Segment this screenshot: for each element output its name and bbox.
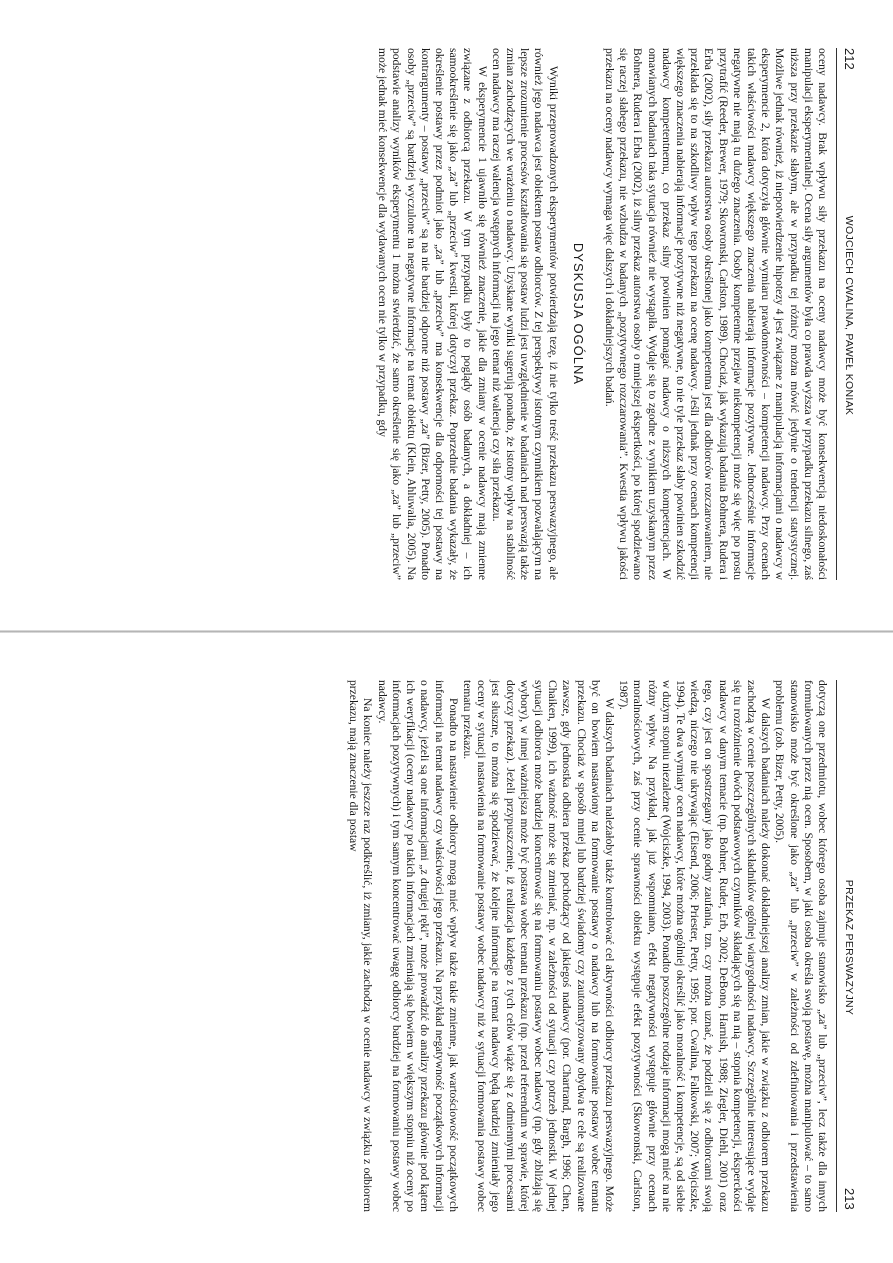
left-paragraph-1: oceny nadawcy. Brak wpływu siły przekazu na oceny nadawcy może być konsekwencją niedoskonałości manipulacji eksperymentalnej. Ocena siły argumentów była co prawda wyższa w przypadku przekazu silnego, zaś niższa przy przekazie słabym, ale w przypadku tej różnicy można mówić jedynie o tendencji statystycznej. Możliwe jednak również, iż niepotwierdzenie hipotezy 4 jest związane z manipulacją informacjami o nadawcy w eksperymencie 2, która dotyczyła głównie wymiaru prawdomówności – kompetencji nadawcy. Przy ocenach takich właściwości nadawcy większego znaczenia nabierają informacje pozytywne. Jednocześnie informacje negatywne nie mają tu dużego znaczenia. Osoby kompetentne przejaw niekompetencji może się więc po prostu przytrafić (Reeder, Brewer, 1979; Skowronski, Carlston, 1989). Chociaż, jak wykazują badania Bohnera, Rudera i Erba (2002), siły przekazu autorstwa osoby określonej jako kompetentna jest dla odbiorców rozczarowaniem, nie przekłada się to na szkodliwy wpływ tego przekazu na ocenę nadawcy. Jeśli jednak przy ocenach kompetencji większego znaczenia nabierają informacje pozytywne niż negatywne, to nie tyle przekaz słaby powinien szkodzić nadawcy kompetentnemu, co przekaz silny powinien pomagać nadawcy o niższych kompetencjach. W omawianych badaniach taka sytuacja również nie wystąpiła. Wydaje się to zgodne z wynikiem uzyskanym przez Bohnera, Rudera i Erba (2002), iż silny przekaz autorstwa osoby o mniejszej ekspertkości, po której spodziewano się raczej słabego przekazu, nie wzbudza w badanych „pozytywnego rozczarowania”. Kwestia wpływu jakości przekazu na oceny nadawcy wymaga więc dalszych i dokładniejszych badań. [602, 48, 829, 580]
running-head-right: PRZEKAZ PERSWAZYJNY [843, 879, 855, 1016]
page-number-right: 213 [842, 1188, 857, 1210]
page-number-left: 212 [842, 48, 857, 70]
running-head-left: WOJCIECH CWALINA, PAWEŁ KONIAK [843, 215, 855, 416]
right-page [0, 632, 893, 1263]
left-text-column [375, 48, 829, 580]
right-paragraph-4: Ponadto na nastawienie odbiorcy mogą mieć wpływ także takie zmienne, jak wartościowość początkowych informacji na temat nadawcy czy właściwości jego przekazu. Na przykład negatywność początkowych informacji o nadawcy, jeżeli są one informacjami „z drugiej ręki”, może prowadzić do analizy przekazu głównie pod kątem ich weryfikacji (oceny nadawcy po takich informacjach zmieniają się bowiem w większym stopniu niż oceny po informacjach pozytywnych) i tym samym koncentrować uwagę odbiorcy bardziej na formowaniu postawy wobec nadawcy. [375, 680, 460, 1212]
right-text-column [346, 680, 829, 1212]
right-paragraph-3: W dalszych badaniach należałoby także kontrolować cel aktywności odbiorcy przekazu perswazyjnego. Może być on bowiem nastawiony na formowanie postawy o nadawcy lub na formowanie postawy wobec tematu przekazu. Chociaż w sposób mniej lub bardziej świadomy czy zautomatyzowany obydwa te cele są realizowane zawsze, gdy jednostka odbiera przekaz pochodzący od jakiegoś nadawcy (por. Chartrand, Bargh, 1996; Chen, Chaiken, 1999), ich ważność może się zmieniać, np. w zależności od sytuacji czy potrzeb jednostki. W jednej sytuacji odbiorca może bardziej koncentrować się na formowaniu postawy wobec nadawcy (np. gdy zbliżają się wybory), w innej ważniejsza może być postawa wobec tematu przekazu (np. przed referendum w sprawie, której dotyczy przekaz). Jeżeli przypuszczenie, iż realizacja każdego z tych celów wiąże się z odmiennymi procesami jest słuszne, to można się spodziewać, że kolejne informacje na temat nadawcy będą bardziej zmieniały jego oceny w sytuacji nastawienia na formowanie postawy wobec nadawcy niż w sytuacji formowania postawy wobec tematu przekazu. [460, 680, 616, 1212]
header-rule-right [836, 680, 837, 1212]
header-rule-left [836, 48, 837, 580]
right-paragraph-2: W dalszych badaniach należy dokonać dokładniejszej analizy zmian, jakie w związku z odbiorem przekazu zachodzą w ocenie poszczególnych składników ogólnej wiarygodności nadawcy. Szczególnie interesujące wydaje się tu rozróżnienie dwóch podstawowych czynników składających się na nią – stopnia kompetencji, eksperckości nadawcy w danym temacie (np. Bohner, Ruder, Erb, 2002; DeBono, Harnish, 1988; Ziegler, Diehl, 2001) oraz tego, czy jest on spostrzegany jako godny zaufania, tzn. czy można uznać, że podzieli się z odbiorcami swoją wiedzą, niczego nie ukrywając (Eisend, 2006; Priester, Petty, 1995; por. Cwalina, Falkowski, 2007; Wojciszke, 1994). Te dwa wymiary ocen nadawcy, które można ogólniej określić jako moralność i kompetencje, są od siebie w dużym stopniu niezależne (Wojciszke, 1994, 2003). Ponadto poszczególne rodzaje informacji mogą mieć na nie różny wpływ. Na przykład, jak już wspomniano, efekt negatywności występuje głównie przy ocenach moralnościowych, zaś przy ocenie sprawności obiektu występuje efekt pozytywności (Skowronski, Carlston, 1987). [617, 680, 773, 1212]
right-paragraph-5: Na koniec należy jeszcze raz podkreślić, iż zmiany, jakie zachodzą w ocenie nadawcy w związku z odbiorem przekazu, mają znaczenie dla postaw [347, 680, 375, 1212]
section-heading: DYSKUSJA OGÓLNA [570, 242, 586, 386]
right-paragraph-1: dotyczą one przedmiotu, wobec którego osoba zajmuje stanowisko „za” lub „przeciw”, lecz także dla innych formułowanych przez nią ocen. Sposobem, w jaki osoba określa swoją postawę, można manipulować – to samo stanowisko może być określone jako „za” lub „przeciw” w zależności od zdefiniowania i przedstawienia problemu (zob. Bizer, Petty, 2005). [773, 680, 829, 1212]
left-section-paragraph-1: Wyniki przeprowadzonych eksperymentów potwierdzają tezę, iż nie tylko treść przekazu perswazyjnego, ale również jego nadawca jest obiektem postaw odbiorców. Z tej perspektywy istotnym czynnikiem pozwalającym na lepsze zrozumienie procesów kształtowania się postaw ludzi jest uwzględnienie w badaniach nad perswazją także zmian zachodzących we wrażeniu o nadawcy. Uzyskane wyniki sugerują ponadto, że istotny wpływ na stabilność ocen nadawcy ma raczej walencja wstępnych informacji na jego temat niż walencja czy siła przekazu. [489, 48, 560, 580]
left-section-paragraph-2: W eksperymencie 1 ujawniło się również znaczenie, jakie dla zmiany w ocenie nadawcy mają zmienne związane z odbiorcą przekazu. W tym przypadku były to poglądy osób badanych, a dokładniej – ich samookreślenie się jako „za” lub „przeciw” kwestii, której dotyczył przekaz. Poprzednie badania wykazały, że określenie postawy przez podmiot jako „za” lub „przeciw” ma konsekwencje dla odporności tej postawy na kontrargumenty – postawy „przeciw” są na nie bardziej odporne niż postawy „za” (Bizer, Petty, 2005). Ponadto osoby „przeciw” są bardziej wyczulone na negatywne informacje na temat obiektu (Klein, Ahluwalia, 2005). Na podstawie analizy wyników eksperymentu 1 można stwierdzić, że samo określenie się jako „za” lub „przeciw” może jednak mieć konsekwencje dla wydawanych ocen nie tylko w przypadku, gdy [376, 48, 489, 580]
left-page [0, 0, 893, 631]
